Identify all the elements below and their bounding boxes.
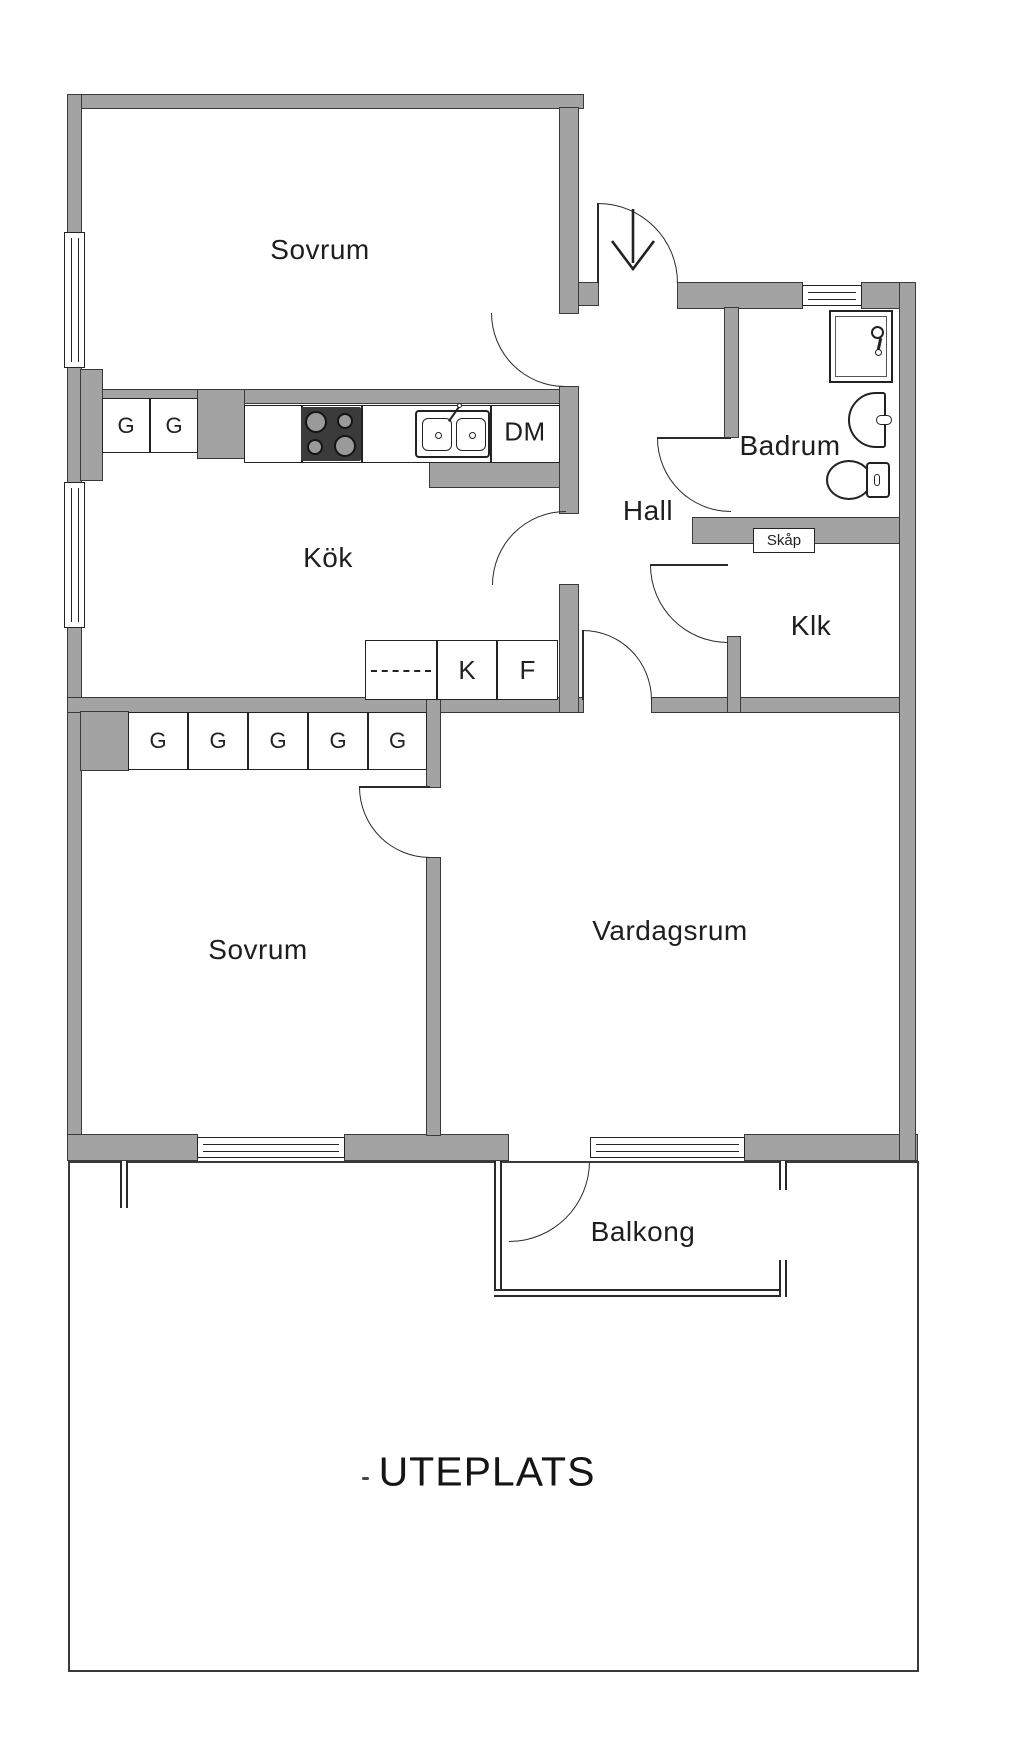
room-label-hall: Hall — [622, 495, 674, 526]
wall-entry-stub — [578, 283, 598, 305]
room-label-klk: Klk — [790, 610, 832, 641]
window-glass — [808, 292, 856, 300]
wall-hall-bottom-right — [652, 698, 915, 712]
window — [64, 482, 85, 628]
door-leaf-sovrum2 — [359, 786, 430, 788]
wall-block-grow-left — [81, 712, 128, 770]
dishwasher-label: DM — [504, 416, 546, 447]
bench-box — [365, 640, 437, 700]
door-arc-kok — [492, 511, 566, 585]
toilet-tank — [866, 462, 890, 498]
entry-arrow-icon — [606, 203, 660, 281]
wall-hall-west-lower — [560, 585, 578, 712]
wardrobe-label: G — [329, 728, 347, 753]
wall-top — [68, 95, 583, 108]
door-arc-klk — [650, 565, 728, 643]
window — [197, 1137, 345, 1158]
wardrobe-label: G — [269, 728, 287, 753]
door-leaf-badrum — [657, 437, 731, 439]
room-label-balkong: Balkong — [590, 1216, 696, 1247]
room-label-badrum: Badrum — [739, 430, 841, 461]
wall-left-mid — [68, 368, 81, 482]
wardrobe-label: G — [388, 728, 407, 753]
wardrobe-box — [308, 712, 368, 770]
burner — [337, 413, 353, 429]
window — [64, 232, 85, 368]
wardrobe-label: G — [149, 728, 167, 753]
fence-stub-left — [120, 1161, 128, 1208]
wall-badrum-north-left — [678, 283, 802, 308]
window — [802, 285, 862, 306]
wardrobe-box — [368, 712, 427, 770]
wardrobe-label: G — [165, 412, 183, 438]
room-label-uteplats: UTEPLATS — [378, 1448, 596, 1495]
window — [590, 1137, 745, 1158]
room-label-sovrum1: Sovrum — [270, 234, 370, 265]
washbasin-icon — [848, 392, 886, 448]
door-arc-vardagsrum — [583, 630, 652, 700]
wardrobe-box — [128, 712, 188, 770]
wall-right — [900, 283, 915, 1160]
door-leaf-klk — [650, 564, 728, 566]
counter-divider — [490, 406, 492, 462]
wardrobe-box — [150, 398, 198, 453]
freezer-label: F — [519, 654, 536, 685]
wall-bottom-c — [745, 1135, 917, 1160]
balcony-railing-right-upper — [779, 1161, 787, 1190]
wall-bottom-a — [68, 1135, 197, 1160]
wardrobe-box — [248, 712, 308, 770]
window-glass — [71, 238, 79, 362]
door-leaf-vardagsrum — [582, 630, 584, 700]
wall-hall-bottom-left — [68, 698, 583, 712]
wall-sovrum2-divider-upper — [427, 698, 440, 787]
balcony-railing-bottom — [494, 1289, 787, 1297]
wall-counter-stub — [430, 463, 578, 487]
wall-badrum-west — [725, 308, 738, 437]
stove-icon — [301, 407, 361, 461]
fridge-label: K — [458, 654, 476, 685]
window-glass — [596, 1144, 739, 1152]
wall-sovrum2-divider-lower — [427, 858, 440, 1135]
window-glass — [71, 488, 79, 622]
counter-divider — [361, 406, 363, 462]
burner — [334, 435, 356, 457]
wardrobe-box — [188, 712, 248, 770]
room-label-kok: Kök — [303, 542, 353, 573]
window-glass — [203, 1144, 339, 1152]
door-leaf-entry — [597, 203, 599, 283]
burner — [307, 439, 323, 455]
freezer-box — [497, 640, 558, 700]
ground-mark — [362, 1477, 369, 1480]
fridge-box — [437, 640, 497, 700]
wall-pillar-left — [81, 370, 102, 480]
room-label-vardagsrum: Vardagsrum — [592, 915, 748, 946]
wall-left-upper — [68, 95, 81, 232]
wall-bottom-b — [345, 1135, 508, 1160]
balcony-railing-right-lower — [779, 1260, 787, 1297]
balcony-railing-left — [494, 1161, 502, 1297]
cabinet-box — [753, 528, 815, 553]
wardrobe-label: G — [209, 728, 227, 753]
shower-icon — [829, 310, 893, 383]
room-label-sovrum2: Sovrum — [208, 934, 308, 965]
burner — [305, 411, 327, 433]
door-arc-sovrum2 — [359, 787, 430, 858]
wall-block-gg-gap — [198, 390, 244, 458]
wardrobe-box — [102, 398, 150, 453]
wall-hall-west-mid — [560, 387, 578, 513]
wall-klk-west — [728, 637, 740, 712]
kitchen-sink-icon — [415, 410, 490, 458]
cabinet-label: Skåp — [766, 532, 802, 549]
wall-hall-west-upper — [560, 108, 578, 313]
wardrobe-label: G — [117, 412, 135, 438]
door-arc-sovrum1 — [491, 313, 565, 387]
